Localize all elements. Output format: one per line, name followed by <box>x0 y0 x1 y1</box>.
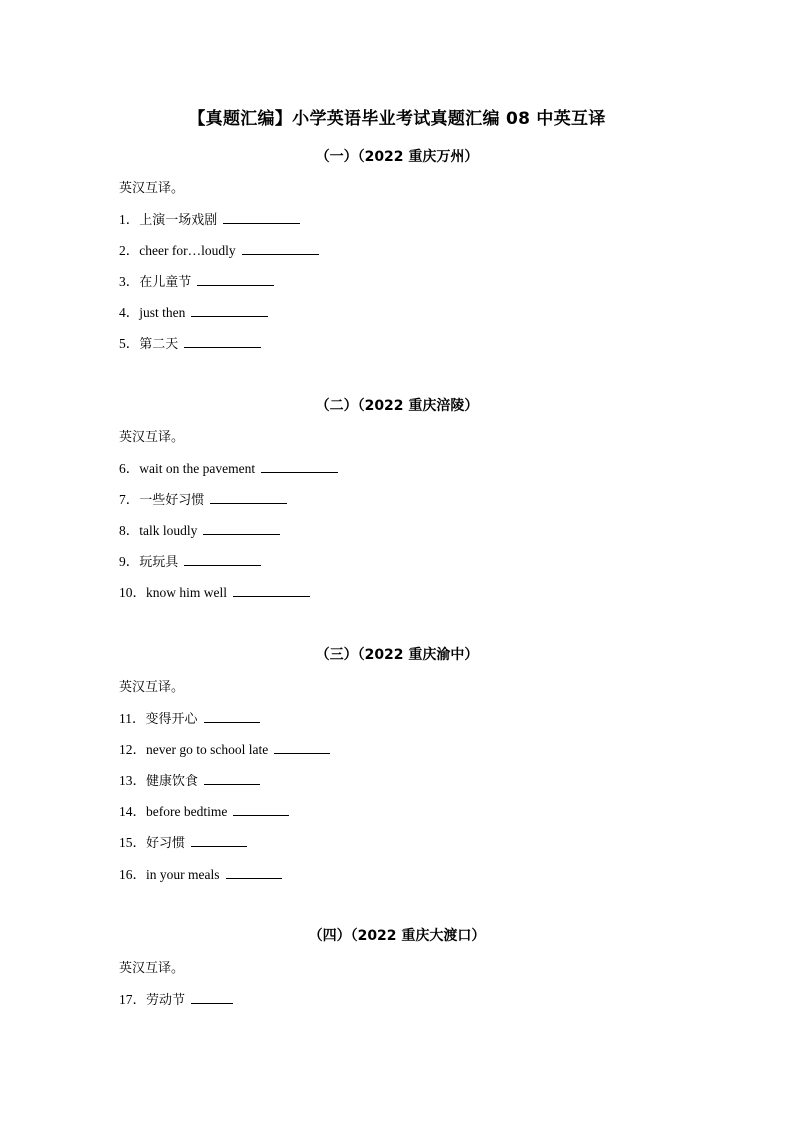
question-item: 15．好习惯 <box>119 831 247 851</box>
question-item: 3．在儿童节 <box>119 270 274 290</box>
answer-blank[interactable] <box>204 772 260 785</box>
question-item: 8．talk loudly <box>119 519 280 539</box>
section-heading-2: （二）（2022 重庆涪陵） <box>315 398 479 414</box>
answer-blank[interactable] <box>191 834 247 847</box>
answer-blank[interactable] <box>184 553 261 566</box>
section-4-instruction: 英汉互译。 <box>119 961 185 976</box>
answer-blank[interactable] <box>203 522 280 535</box>
answer-blank[interactable] <box>226 866 282 879</box>
question-item: 12．never go to school late <box>119 738 330 758</box>
section-2-instruction: 英汉互译。 <box>119 430 185 445</box>
answer-blank[interactable] <box>223 211 300 224</box>
question-item: 2．cheer for…loudly <box>119 239 319 259</box>
answer-blank[interactable] <box>191 304 268 317</box>
question-item: 17．劳动节 <box>119 988 233 1008</box>
question-item: 6．wait on the pavement <box>119 457 338 477</box>
section-heading-1: （一）（2022 重庆万州） <box>315 149 479 165</box>
question-item: 14．before bedtime <box>119 800 289 820</box>
answer-blank[interactable] <box>210 491 287 504</box>
question-item: 9．玩玩具 <box>119 550 261 570</box>
section-3-instruction: 英汉互译。 <box>119 680 185 695</box>
answer-blank[interactable] <box>197 273 274 286</box>
section-1-instruction: 英汉互译。 <box>119 181 185 196</box>
question-item: 16．in your meals <box>119 863 282 883</box>
question-item: 11．变得开心 <box>119 707 260 727</box>
answer-blank[interactable] <box>191 991 233 1004</box>
answer-blank[interactable] <box>274 741 330 754</box>
question-item: 5．第二天 <box>119 332 261 352</box>
answer-blank[interactable] <box>242 242 319 255</box>
answer-blank[interactable] <box>204 710 260 723</box>
question-item: 10．know him well <box>119 581 310 601</box>
answer-blank[interactable] <box>233 803 289 816</box>
question-item: 4．just then <box>119 301 268 321</box>
section-heading-4: （四）（2022 重庆大渡口） <box>308 928 486 944</box>
answer-blank[interactable] <box>184 335 261 348</box>
question-item: 1．上演一场戏剧 <box>119 208 300 228</box>
question-item: 13．健康饮食 <box>119 769 260 789</box>
question-item: 7．一些好习惯 <box>119 488 287 508</box>
page-title: 【真题汇编】小学英语毕业考试真题汇编 08 中英互译 <box>188 109 606 129</box>
section-heading-3: （三）（2022 重庆渝中） <box>315 647 479 663</box>
answer-blank[interactable] <box>233 584 310 597</box>
answer-blank[interactable] <box>261 460 338 473</box>
